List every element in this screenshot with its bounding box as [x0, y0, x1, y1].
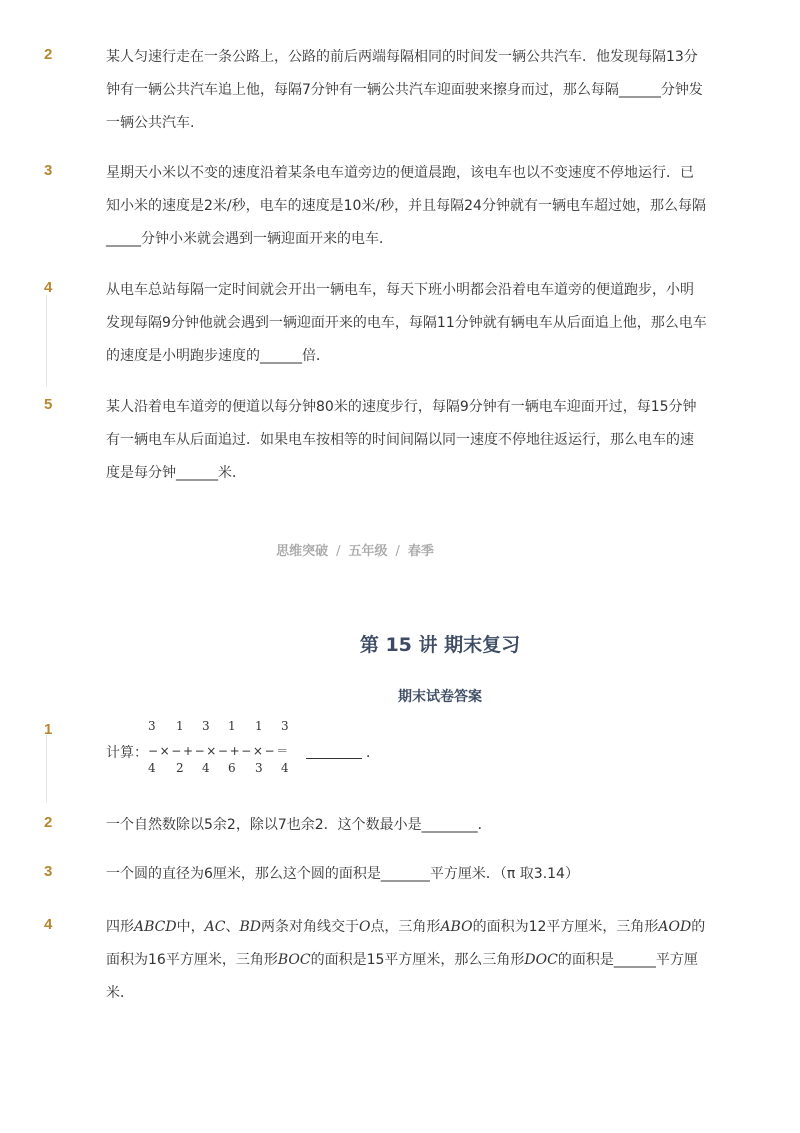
problem-text — [106, 392, 718, 488]
problem-text — [106, 158, 718, 254]
problem-number: 1 — [44, 721, 53, 738]
numerator: 1 — [255, 719, 263, 733]
numerator: 3 — [148, 719, 156, 733]
calc-expression — [106, 717, 406, 777]
text-segment: 的面积为12平方厘米，三角形 — [472, 919, 659, 935]
problem-text: 一个自然数除以5余2，除以7也余2．这个数最小是________． — [106, 817, 492, 833]
variable: BD — [239, 919, 261, 935]
text-line: 从电车总站每隔一定时间就会开出一辆电车，每天下班小明都会沿着电车道旁的便道跑步，小明 — [106, 282, 694, 298]
text-segment: 两条对角线交于 — [260, 919, 359, 935]
denominator: 3 — [255, 761, 263, 775]
text-line: 一辆公共汽车. — [106, 115, 195, 131]
text-line: 星期天小米以不变的速度沿着某条电车道旁边的便道晨跑，该电车也以不变速度不停地运行．已 — [106, 165, 694, 181]
problem-text — [106, 42, 718, 138]
variable: O — [358, 919, 371, 935]
text-segment: 、 — [225, 919, 240, 935]
text-line: _____分钟小米就会遇到一辆迎面开来的电车． — [106, 231, 393, 247]
text-line — [106, 945, 718, 975]
text-line: 有一辆电车从后面追过．如果电车按相等的时间间隔以同一速度不停地往返运行，那么电车的速 — [106, 432, 694, 448]
problem-text: 一个圆的直径为6厘米，那么这个圆的面积是_______平方厘米．（π 取3.14） — [106, 866, 579, 882]
text-line: 钟有一辆公共汽车追上他，每隔7分钟有一辆公共汽车迎面驶来擦身而过，那么每隔______分钟发 — [106, 82, 703, 98]
footer-series: 思维突破 — [276, 544, 329, 559]
problem-number: 3 — [44, 863, 53, 880]
problem-number: 3 — [44, 162, 53, 179]
problem-text — [106, 912, 718, 1008]
footer-term: 春季 — [407, 544, 434, 559]
variable: DOC — [524, 952, 558, 968]
problem-number: 2 — [44, 46, 53, 63]
denominator: 4 — [281, 761, 289, 775]
numerator: 3 — [202, 719, 210, 733]
calc-end: ． — [366, 745, 380, 761]
text-segment: 面积为16平方厘米，三角形 — [106, 952, 278, 968]
text-segment: 的面积是15平方厘米，那么三角形 — [310, 952, 525, 968]
text-line: 米． — [106, 985, 134, 1001]
denominator: 2 — [176, 761, 184, 775]
variable: AC — [204, 919, 226, 935]
answer-blank — [306, 744, 362, 759]
text-line: 的速度是小明跑步速度的______倍． — [106, 348, 330, 364]
variable: BOC — [277, 952, 311, 968]
calc-operators: −×−+−×−+−×−＝ — [148, 744, 290, 758]
variable: ABCD — [134, 919, 177, 935]
text-segment: 四形 — [106, 919, 134, 935]
left-rule — [46, 735, 47, 803]
problem-number: 5 — [44, 396, 53, 413]
text-segment: 中， — [176, 919, 205, 935]
variable: ABO — [440, 919, 473, 935]
text-segment: 的面积是______平方厘 — [557, 952, 698, 968]
text-line: 某人沿着电车道旁的便道以每分钟80米的速度步行，每隔9分钟有一辆电车迎面开过，每15分钟 — [106, 399, 697, 415]
text-line: 某人匀速行走在一条公路上，公路的前后两端每隔相同的时间发一辆公共汽车．他发现每隔13分 — [106, 49, 698, 65]
left-rule — [46, 295, 47, 387]
footer-separator: / — [395, 544, 400, 559]
calc-label: 计算： — [106, 745, 148, 761]
footer-grade: 五年级 — [348, 544, 388, 559]
text-segment: 点，三角形 — [370, 919, 441, 935]
numerator: 3 — [281, 719, 289, 733]
chapter-title: 第 15 讲 期末复习 — [359, 634, 521, 656]
problem-text — [106, 275, 718, 371]
problem-number: 4 — [44, 279, 53, 296]
footer-separator: / — [336, 544, 341, 559]
text-segment: 的 — [691, 919, 706, 935]
text-line: 发现每隔9分钟他就会遇到一辆迎面开来的电车，每隔11分钟就有辆电车从后面追上他，那么电车 — [106, 315, 707, 331]
denominator: 4 — [148, 761, 156, 775]
denominator: 6 — [228, 761, 236, 775]
problem-number: 2 — [44, 814, 53, 831]
problem-number: 4 — [44, 916, 53, 933]
text-line: 度是每分钟______米． — [106, 465, 246, 481]
numerator: 1 — [228, 719, 236, 733]
text-line — [106, 912, 718, 942]
page-footer — [0, 540, 710, 559]
numerator: 1 — [176, 719, 184, 733]
text-line: 知小米的速度是2米/秒，电车的速度是10米/秒，并且每隔24分钟就有一辆电车超过她，那么每隔 — [106, 198, 706, 214]
section-title: 期末试卷答案 — [398, 689, 482, 705]
denominator: 4 — [202, 761, 210, 775]
variable: AOD — [658, 919, 692, 935]
